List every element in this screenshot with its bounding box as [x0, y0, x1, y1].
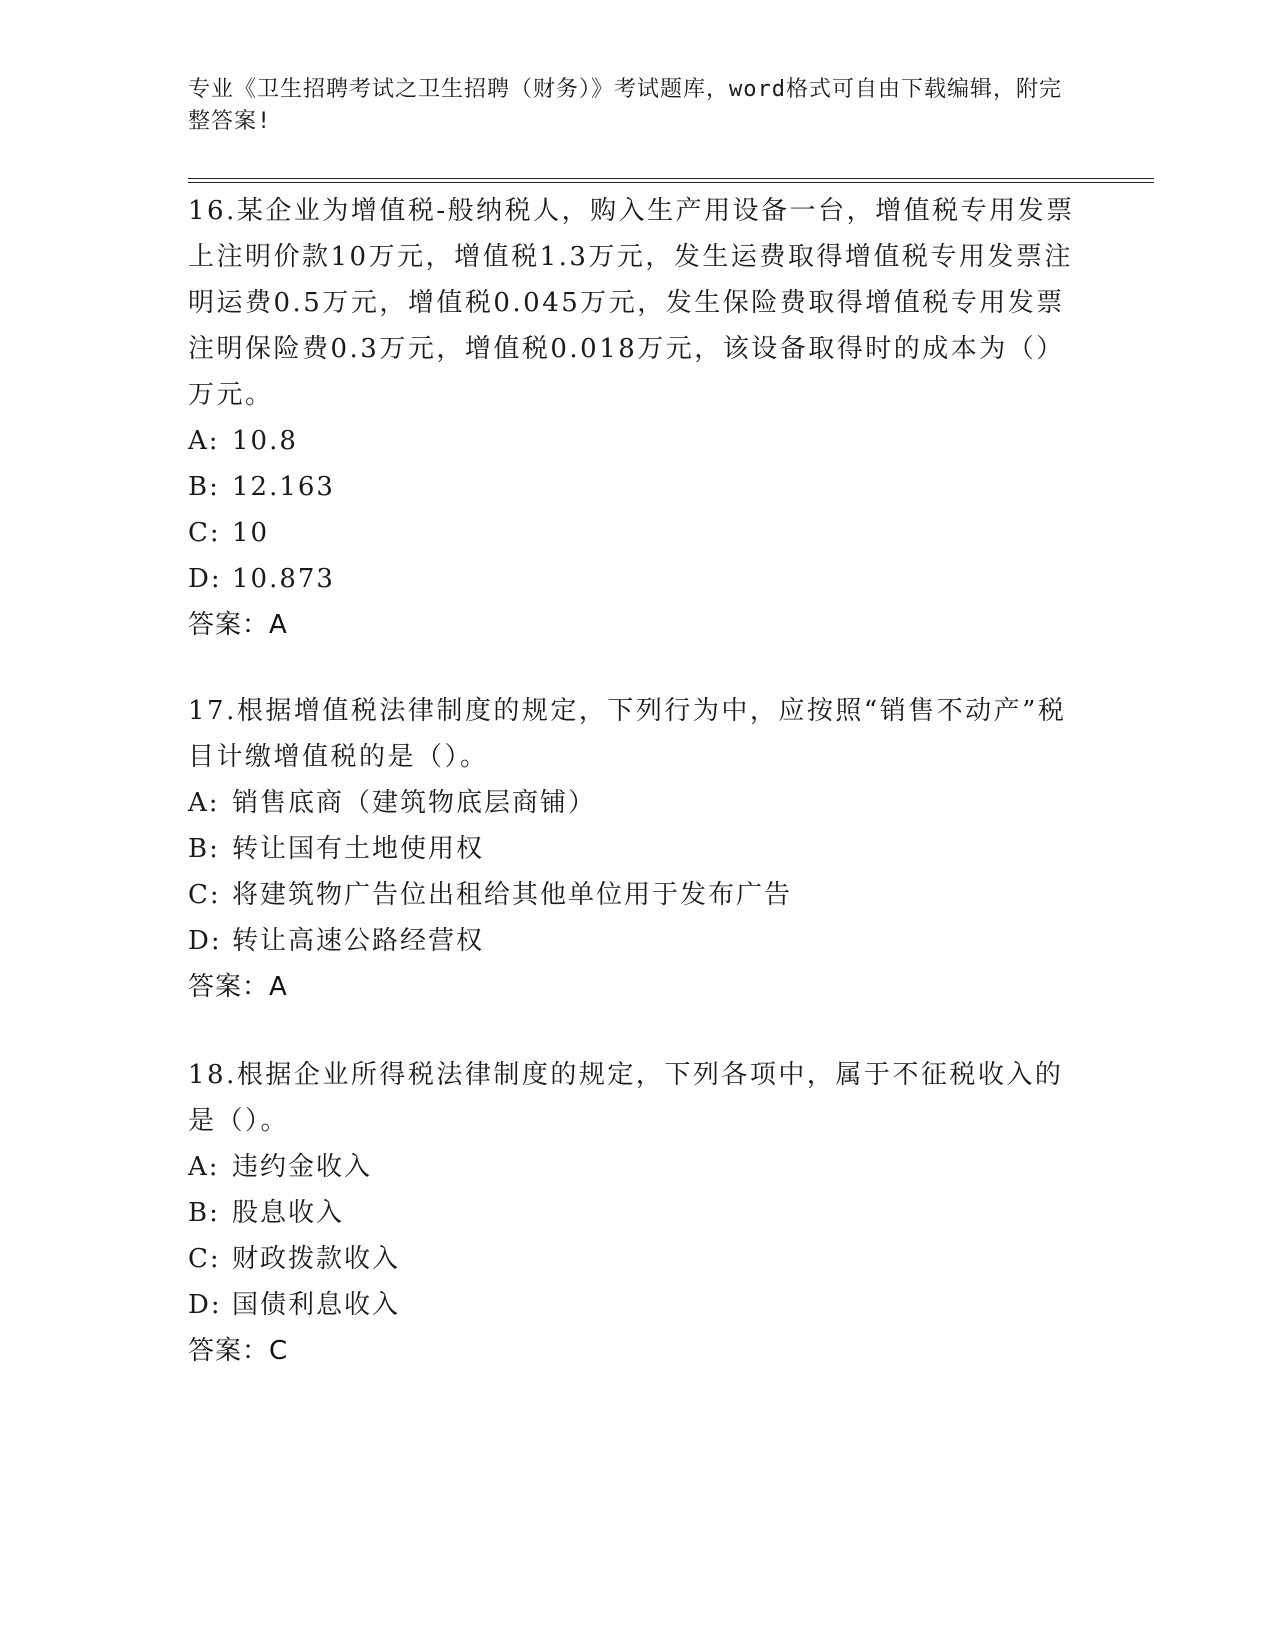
- option-b: [188, 464, 1088, 510]
- option-text: 将建筑物广告位出租给其他单位用于发布广告: [232, 880, 793, 910]
- option-text: 销售底商（建筑物底层商铺）: [232, 788, 597, 818]
- option-text: 财政拨款收入: [232, 1244, 401, 1274]
- option-text: 12.163: [232, 472, 335, 502]
- question-17: [188, 688, 1088, 1010]
- option-letter: B:: [188, 472, 220, 502]
- option-letter: D:: [188, 926, 222, 956]
- option-letter: A:: [188, 788, 220, 818]
- option-text: 10: [232, 518, 270, 548]
- option-letter: B:: [188, 834, 220, 864]
- answer-line: 答案：A: [188, 972, 288, 1002]
- question-text: 18.根据企业所得税法律制度的规定，下列各项中，属于不征税收入的是（）。: [188, 1060, 1064, 1136]
- option-letter: A:: [188, 1152, 220, 1182]
- option-text: 10.873: [232, 564, 335, 594]
- answer-line: 答案：C: [188, 1336, 289, 1366]
- option-letter: C:: [188, 518, 221, 548]
- option-letter: D:: [188, 1290, 222, 1320]
- option-letter: C:: [188, 1244, 221, 1274]
- option-c: [188, 872, 1088, 918]
- option-c: [188, 510, 1088, 556]
- option-d: [188, 556, 1088, 602]
- option-text: 10.8: [232, 426, 298, 456]
- option-a: [188, 1144, 1088, 1190]
- option-b: [188, 826, 1088, 872]
- question-18: [188, 1052, 1088, 1374]
- option-a: [188, 418, 1088, 464]
- option-c: [188, 1236, 1088, 1282]
- option-d: [188, 1282, 1088, 1328]
- option-letter: C:: [188, 880, 221, 910]
- header-note: 专业《卫生招聘考试之卫生招聘（财务）》考试题库，word格式可自由下载编辑，附完整答案!: [188, 77, 1062, 134]
- question-16: [188, 188, 1088, 648]
- option-text: 转让高速公路经营权: [232, 926, 485, 956]
- header-double-rule: [188, 178, 1154, 183]
- option-letter: B:: [188, 1198, 220, 1228]
- option-text: 转让国有土地使用权: [232, 834, 485, 864]
- option-text: 股息收入: [232, 1198, 345, 1228]
- option-d: [188, 918, 1088, 964]
- option-b: [188, 1190, 1088, 1236]
- option-a: [188, 780, 1088, 826]
- question-text: 17.根据增值税法律制度的规定，下列行为中，应按照“销售不动产”税目计缴增值税的是（）。: [188, 696, 1067, 772]
- option-text: 国债利息收入: [232, 1290, 401, 1320]
- question-text: 16.某企业为增值税-般纳税人，购入生产用设备一台，增值税专用发票上注明价款10万元，增值税1.3万元，发生运费取得增值税专用发票注明运费0.5万元，增值税0.045万元，发生保险费取得增值税专用发票注明保险费0.3万元，增值税0.018万元，该设备取得时的成本为（）万元。: [188, 196, 1075, 410]
- option-letter: D:: [188, 564, 222, 594]
- option-text: 违约金收入: [232, 1152, 373, 1182]
- option-letter: A:: [188, 426, 220, 456]
- answer-line: 答案：A: [188, 610, 288, 640]
